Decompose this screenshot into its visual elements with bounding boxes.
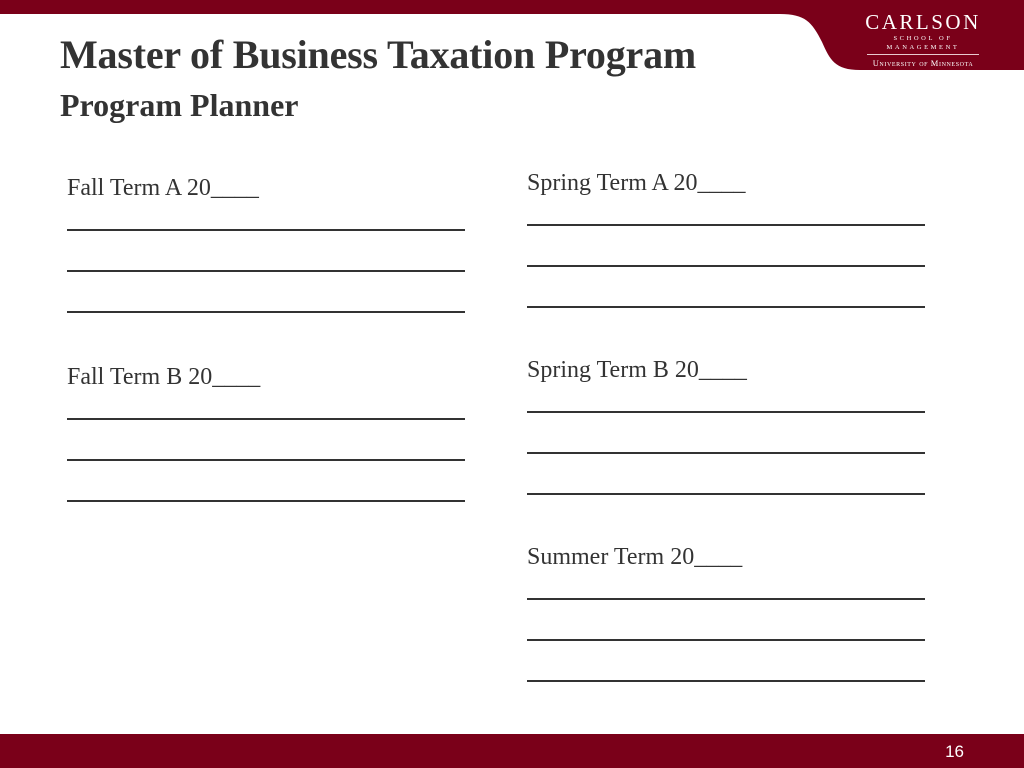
blank-course-line[interactable] xyxy=(527,267,925,308)
logo-divider xyxy=(867,54,979,55)
blank-course-line[interactable] xyxy=(527,198,925,226)
blank-course-line[interactable] xyxy=(527,600,925,641)
term-label: Fall Term A 20____ xyxy=(67,175,259,201)
term-block-spring-b xyxy=(527,355,947,495)
term-label: Spring Term B 20____ xyxy=(527,357,747,383)
blank-course-line[interactable] xyxy=(67,231,465,272)
blank-course-line[interactable] xyxy=(67,203,465,231)
page-number: 16 xyxy=(945,742,964,761)
term-block-summer xyxy=(527,542,947,682)
blank-course-line[interactable] xyxy=(67,392,465,420)
blank-course-line[interactable] xyxy=(67,272,465,313)
term-block-fall-b xyxy=(67,362,487,502)
logo-wordmark: CARLSON xyxy=(865,10,981,34)
blank-course-line[interactable] xyxy=(67,461,465,502)
left-term-column xyxy=(67,173,487,502)
right-term-column xyxy=(527,168,947,682)
term-label: Fall Term B 20____ xyxy=(67,364,261,390)
blank-course-line[interactable] xyxy=(67,420,465,461)
blank-course-line[interactable] xyxy=(527,226,925,267)
blank-course-line[interactable] xyxy=(527,385,925,413)
carlson-logo xyxy=(858,10,988,68)
logo-school-line: SCHOOL OF MANAGEMENT xyxy=(886,35,960,51)
blank-course-line[interactable] xyxy=(527,454,925,495)
blank-course-line[interactable] xyxy=(527,641,925,682)
blank-course-line[interactable] xyxy=(527,572,925,600)
footer-bar xyxy=(0,734,1024,768)
logo-university-line: University of Minnesota xyxy=(872,58,974,68)
slide-subtitle: Program Planner xyxy=(60,87,299,123)
term-label: Summer Term 20____ xyxy=(527,544,743,570)
slide-title: Master of Business Taxation Program xyxy=(60,32,696,77)
term-block-fall-a xyxy=(67,173,487,313)
term-label: Spring Term A 20____ xyxy=(527,170,746,196)
term-block-spring-a xyxy=(527,168,947,308)
blank-course-line[interactable] xyxy=(527,413,925,454)
